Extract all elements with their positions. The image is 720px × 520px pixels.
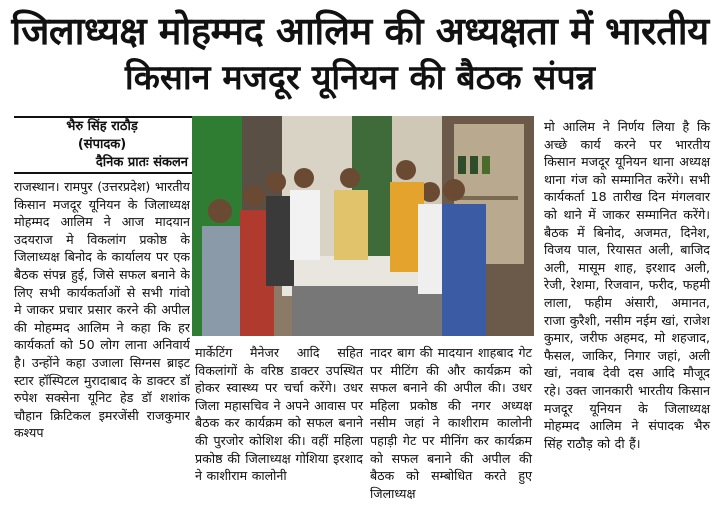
article-column-4: मो आलिम ने निर्णय लिया है कि अच्छे कार्य करने पर भारतीय किसान मजदूर यूनियन थाना अध्यक्ष थाना गंज को सम्मानित करेंगे। सभी कार्यकर्ता 18 तारीख दिन मंगलवार को थाने में जाकर सम्मानित करेंगे। बैठक में बिनोद, अजमत, दिनेश, विजय पाल, रियासत अली, बाजिद अली, मासूम शाह, इरशाद अली, रेजी, रेशमा, रिजवान, फरीद, फहमी लाला, फहीम अंसारी, अमानत, राजा कुरैशी, नसीम नईम खां, राजेश कुमार, जरीफ अहमद, मो शहजाद, फैसल, जाकिर, निगार जहां, अली खां, नवाब देवी दस आदि मौजूद रहे। उक्त जानकारी भारतीय किसान मजदूर यूनियन के जिलाध्यक्ष मोहम्मद आलिम ने संपादक भैरु सिंह राठौड़ को दी हैं। (544, 119, 710, 451)
article-column-1: राजस्थान। रामपुर (उत्तरप्रदेश) भारतीय किसान मजदूर यूनियन के जिलाध्यक्ष मोहम्मद आलिम ने आज मादयान उदयराज मे विकलांग प्रकोष्ठ के जिलाध्यक्ष बिनोद के कार्यालय पर एक बैठक संपन्न हुई, जिसे सफल बनाने के लिए सभी कार्यकर्ताओं से सभी गांवो मे जाकर प्रचार प्रसार करने की अपील की मोहम्मद आलिम ने कहा कि हर कार्यकर्ता को 50 लोग लाना अनिवार्य है। उन्होंने कहा उजाला सिग्नस ब्राइट स्टार हॉस्पिटल मुरादाबाद के डाक्टर डॉ रुपेश सक्सेना यूनिट हेड डॉ शशांक चौहान क्रिटिकल इमरजेंसी राजकुमार कश्यप (14, 179, 190, 441)
headline-line-2: किसान मजदूर यूनियन की बैठक संपन्न (124, 58, 596, 98)
headline (0, 0, 720, 100)
byline-source: दैनिक प्रातः संकलन (95, 155, 188, 170)
byline-bottom-rule (14, 172, 192, 174)
byline-role: (संपादक) (77, 137, 127, 152)
byline (14, 118, 190, 172)
meeting-photo (192, 116, 534, 336)
byline-name: भैरु सिंह राठौड़ (66, 119, 138, 134)
article-column-3: नादर बाग की मादयान शाहबाद गेट पर मीटिंग की और कार्यक्रम को सफल बनाने की अपील की। उधर महिला प्रकोष्ठ की नगर अध्यक्ष नसीम जहां ने काशीराम कालोनी पहाड़ी गेट पर मीनिंग कर कार्यक्रम को सफल बनाने की अपील की बैठक को सम्बोधित करते हुए जिलाध्यक्ष (370, 345, 532, 501)
article-column-2: मार्केटिंग मैनेजर आदि सहित विकलांगों के वरिष्ठ डाक्टर उपस्थित होकर स्वास्थ्य पर चर्चा करेंगे। उधर जिला महासचिव ने अपने आवास पर बैठक कर कार्यक्रम को सफल बनाने की पुरजोर कोशिश की। वहीं महिला प्रकोष्ठ की जिलाध्यक्ष गोशिया इरशाद ने काशीराम कालोनी (195, 345, 363, 484)
headline-line-1: जिलाध्यक्ष मोहम्मद आलिम की अध्यक्षता में भारतीय (11, 9, 709, 53)
